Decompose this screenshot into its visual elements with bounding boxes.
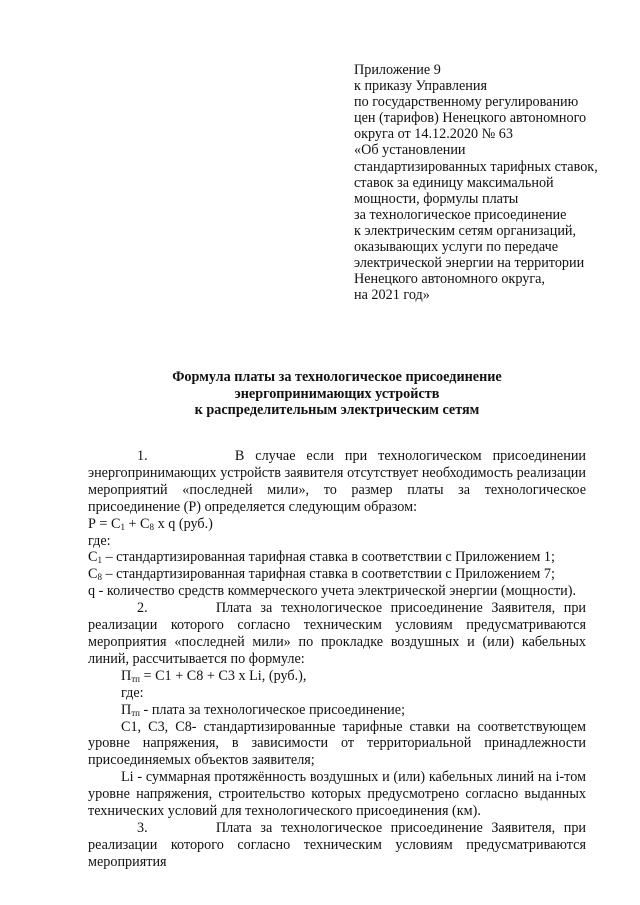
document-title: Формула платы за технологическое присоединение энергопринимающих устройств к распределительным электрическим сетям [172,369,502,418]
item-1-text: В случае если при технологическом присоединении энергопринимающих устройств заявителя отсутствует необходимость реализации мероприятий «последней мили», то размер платы за технологическое присоединение (Р) определяется следующим образом: [88,448,587,515]
formula-1: $Р = С_1 + С_8$ х q (руб.) [88,515,213,532]
where-label-1: где: [88,532,111,549]
paragraph-3 [88,820,586,871]
item-2-text: Плата за технологическое присоединение Заявителя, при реализации которого согласно техническим условиям предусматриваются мероприятия «последней мили» по прокладке воздушных и (или) кабельных линий, рассчитывается по формуле: [88,600,587,667]
item-3-text: Плата за технологическое присоединение Заявителя, при реализации которого согласно техническим условиям предусматриваются мероприятия [88,819,587,870]
definition-c8: $С_8$ – стандартизированная тарифная ставка в соответствии с Приложением 7; [88,566,555,583]
definition-q: q - количество средств коммерческого учета электрической энергии (мощности). [88,583,577,600]
where-label-2: где: [121,684,144,701]
item-3-number: 3. [137,819,148,836]
paragraph-2 [88,600,586,668]
definition-c1: $С_1$ – стандартизированная тарифная ставка в соответствии с Приложением 1; [88,549,555,566]
definition-c1-c3-c8: С1, С3, С8- стандартизированные тарифные ставки на соответствующем уровне напряжения, в зависимости от территориальной принадлежности присоединяемых объектов заявителя; [88,718,586,769]
definition-li: Li - суммарная протяжённость воздушных и (или) кабельных линий на i-том уровне напряжения, строительство которых предусмотрено согласно выданных технических условий для технологического присоединения (км). [88,769,586,820]
formula-2: $П_{тп} = С1 + С8 + С3$ х Li, (руб.), [121,667,307,684]
definition-ptp: $П_{тп}$ - плата за технологическое присоединение; [121,701,406,718]
document-body [88,448,586,871]
item-2-number: 2. [137,600,148,617]
item-1-number: 1. [137,448,148,464]
appendix-header: Приложение 9 к приказу Управления по государственному регулированию цен (тарифов) Ненецкого автономного округа от 14.12.2020 № 63 «Об установлении стандартизированных тарифных ставок, ставок за единицу максимальной мощности, формулы платы за технологическое присоединение к электрическим сетям организаций, оказывающих услуги по передаче электрической энергии на территории Ненецкого автономного округа, на 2021 год» [354,62,598,304]
paragraph-1 [88,448,586,516]
